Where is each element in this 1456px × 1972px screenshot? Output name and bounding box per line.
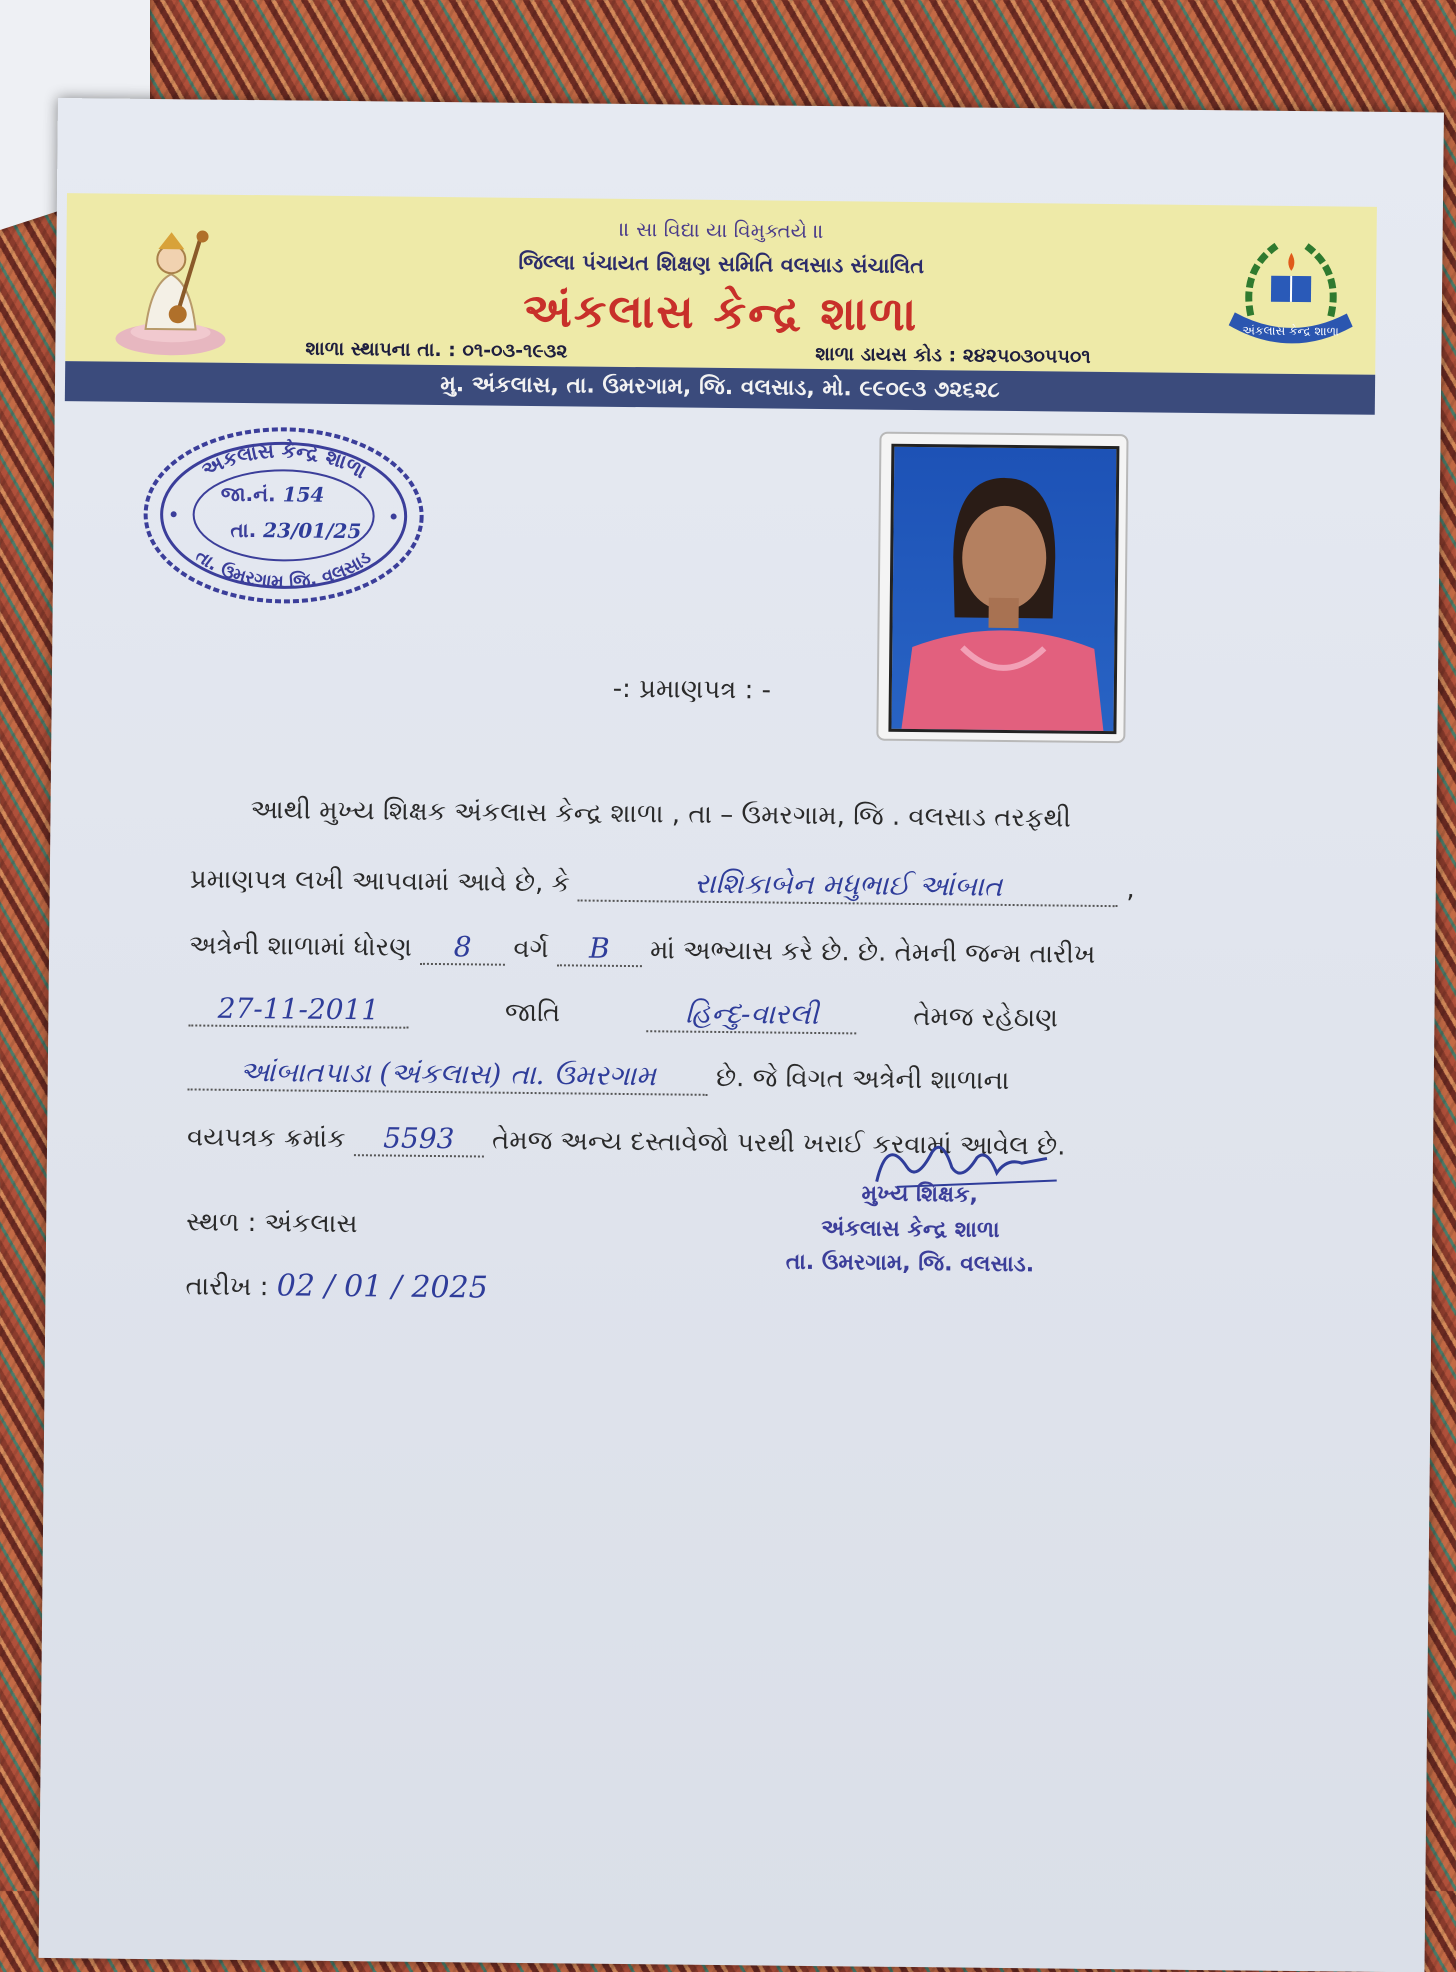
place-text: સ્થળ : અંકલાસ	[186, 1207, 358, 1240]
birth-date: 27-11-2011	[188, 991, 408, 1028]
body-line-2	[190, 861, 1135, 907]
standard-value: 8	[420, 930, 505, 966]
date-value: 02 / 01 / 2025	[277, 1268, 488, 1305]
stamp-bottom-text: તા. ઉમરગામ જિ. વલસાડ	[191, 545, 375, 593]
established-date: શાળા સ્થાપના તા. : ૦૧-૦૩-૧૯૩૨	[305, 338, 567, 363]
caste-label: જાતિ	[505, 998, 561, 1029]
line2-prefix: પ્રમાણપત્ર લખી આપવામાં આવે છે, કે	[190, 864, 570, 898]
school-emblem-icon	[1220, 230, 1361, 361]
body-line-5	[188, 1054, 1010, 1099]
line6-suffix: તેમજ અન્ય દસ્તાવેજો પરથી ખરાઈ કરવામાં આવેલ છે.	[492, 1126, 1066, 1162]
stamp-number-row	[221, 482, 325, 507]
register-number: 5593	[354, 1121, 484, 1157]
line2-suffix: ,	[1126, 874, 1135, 904]
svg-text:તા. ઉમરગામ જિ. વલસાડ	[191, 545, 375, 593]
date-label: તારીખ :	[185, 1271, 268, 1302]
stamp-number-label: જા.નં.	[221, 482, 276, 507]
samiti-text: જિલ્લા પંચાયત શિક્ષણ સમિતિ વલસાડ સંચાલિત	[66, 245, 1376, 284]
caste-value: હિન્દુ-વારલી	[647, 996, 857, 1034]
class-label: વર્ગ	[513, 934, 548, 964]
body-line-4	[188, 991, 1188, 1037]
register-prefix: વયપત્રક ક્રમાંક	[187, 1122, 346, 1154]
line3-suffix: માં અભ્યાસ કરે છે. છે. તેમની જન્મ તારીખ	[650, 935, 1096, 970]
school-name: અંકલાસ કેન્દ્ર શાળા	[66, 278, 1377, 348]
signatory-school: અંકલાસ કેન્દ્ર શાળા	[821, 1216, 1000, 1243]
signatory-address: તા. ઉમરગામ, જિ. વલસાડ.	[786, 1250, 1035, 1278]
stamp-date-row	[230, 518, 361, 543]
line3-prefix: અત્રેની શાળામાં ધોરણ	[189, 930, 412, 962]
svg-text:અંકલાસ કેન્દ્ર શાળા	[197, 437, 371, 483]
signatory-title: મુખ્ય શિક્ષક,	[861, 1181, 978, 1207]
student-name: રાશિકાબેન મધુભાઈ આંબાત	[578, 865, 1118, 907]
division-value: B	[557, 931, 642, 967]
emblem-text: અંકલાસ કેન્દ્ર શાળા	[1242, 323, 1339, 338]
certificate-title: -: પ્રમાણપત્ર : -	[52, 668, 1332, 712]
stamp-date-label: તા.	[230, 518, 256, 542]
body-line-3	[189, 927, 1096, 971]
dise-code: શાળા ડાયસ કોડ : ૨૪૨૫૦૩૦૫૫૦૧	[815, 343, 1091, 368]
school-stamp	[138, 419, 430, 612]
date-row	[185, 1267, 488, 1305]
signature-block	[766, 1125, 1068, 1288]
motto: ॥ સા વિદ્યા યા વિમુક્તયે ॥	[67, 211, 1377, 249]
stamp-date-value: 23/01/25	[263, 518, 361, 543]
certificate-page	[39, 98, 1444, 1972]
body-line-1: આથી મુખ્ય શિક્ષક અંકલાસ કેન્દ્ર શાળા , તા – ઉમરગામ, જિ . વલસાડ તરફથી	[250, 795, 1071, 835]
stamp-number-value: 154	[283, 482, 325, 506]
address-bar: મુ. અંકલાસ, તા. ઉમરગામ, જિ. વલસાડ, મો. ૯૯૦૯૩ ૭૨૬૨૮	[65, 361, 1375, 415]
stamp-top-text: અંકલાસ કેન્દ્ર શાળા	[197, 437, 371, 483]
residence-value: આંબાતપાડા (અંકલાસ) તા. ઉમરગામ	[188, 1054, 708, 1095]
letterhead	[65, 193, 1377, 375]
stamp-seal-icon	[138, 419, 430, 612]
residence-label: તેમજ રહેઠાણ	[913, 1002, 1058, 1034]
line5-suffix: છે. જે વિગત અત્રેની શાળાના	[716, 1063, 1010, 1096]
